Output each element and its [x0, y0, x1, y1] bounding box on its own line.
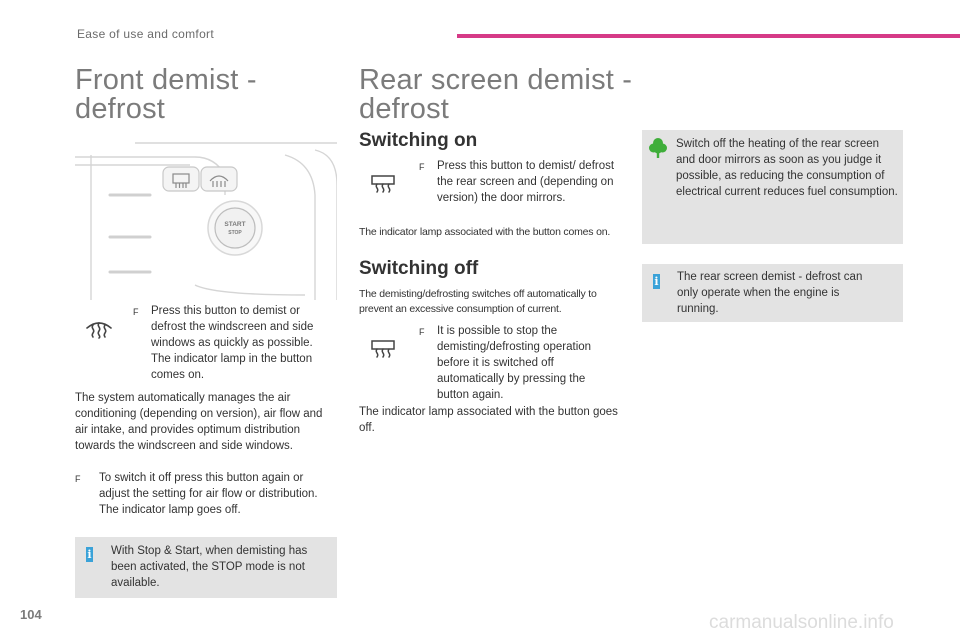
- rear-defrost-icon-2: [370, 339, 396, 361]
- dashboard-illustration: [75, 135, 337, 300]
- switch-on-note: The indicator lamp associated with the button comes on.: [359, 226, 611, 238]
- front-paragraph: The system automatically manages the air conditioning (depending on version), air flow and air intake, and provides optimum distribution towards the windscreen and side windows.: [75, 392, 323, 452]
- front-title-line1: Front demist -: [75, 64, 257, 96]
- switch-off-bullet-text: It is possible to stop the demisting/defrosting operation before it is switched off automatically by pressing the button again.: [437, 325, 592, 401]
- front-bullet-2-text: To switch it off press this button again or adjust the setting for air flow or distribution. The indicator lamp goes off.: [99, 472, 318, 516]
- front-bullet-2: [75, 470, 337, 518]
- rear-title-line2: defrost: [359, 93, 450, 125]
- bullet-marker: F: [133, 307, 139, 317]
- switching-on-heading: Switching on: [359, 130, 478, 151]
- watermark: carmanualsonline.info: [709, 612, 894, 633]
- front-bullet-1-text: Press this button to demist or defrost the windscreen and side windows as quickly as possible. The indicator lamp in the button comes on.: [151, 305, 314, 381]
- switch-off-after: The indicator lamp associated with the button goes off.: [359, 406, 618, 434]
- front-bullet-1: [133, 303, 333, 383]
- switching-off-heading: Switching off: [359, 258, 479, 279]
- stop-label: STOP: [228, 230, 242, 236]
- info-icon: i: [87, 548, 92, 561]
- page-number: 104: [20, 607, 42, 622]
- front-title-line2: defrost: [75, 93, 166, 125]
- front-info-text: With Stop & Start, when demisting has been activated, the STOP mode is not available.: [111, 545, 308, 589]
- info-icon: i: [654, 275, 659, 288]
- switch-on-bullet: [419, 158, 619, 206]
- start-label: START: [224, 221, 246, 228]
- rear-demist-title: [359, 66, 632, 124]
- section-accent-bar: [457, 34, 960, 38]
- section-header: Ease of use and comfort: [77, 27, 214, 41]
- bullet-marker: F: [419, 162, 425, 172]
- front-demist-title: [75, 66, 257, 124]
- rear-info-box: [642, 264, 903, 322]
- eco-tip-text: Switch off the heating of the rear screen and door mirrors as soon as you judge it possible, as reducing the consumption of electrical current reduces fuel consumption.: [676, 138, 898, 198]
- eco-tree-icon: [649, 137, 667, 159]
- bullet-marker: F: [419, 327, 425, 337]
- windscreen-defrost-icon: [84, 318, 114, 342]
- rear-title-line1: Rear screen demist -: [359, 64, 633, 96]
- switch-on-bullet-text: Press this button to demist/ defrost the rear screen and (depending on version) the door mirrors.: [437, 160, 615, 204]
- rear-info-text: The rear screen demist - defrost can only operate when the engine is running.: [677, 271, 863, 315]
- switch-off-bullet: [419, 323, 609, 403]
- front-info-box: [75, 537, 337, 598]
- rear-defrost-icon: [370, 174, 396, 196]
- bullet-marker: F: [75, 474, 81, 484]
- eco-tip-box: [642, 130, 903, 244]
- start-stop-button: [219, 221, 251, 237]
- switch-off-note: The demisting/defrosting switches off automatically to prevent an excessive consumption of current.: [359, 288, 597, 315]
